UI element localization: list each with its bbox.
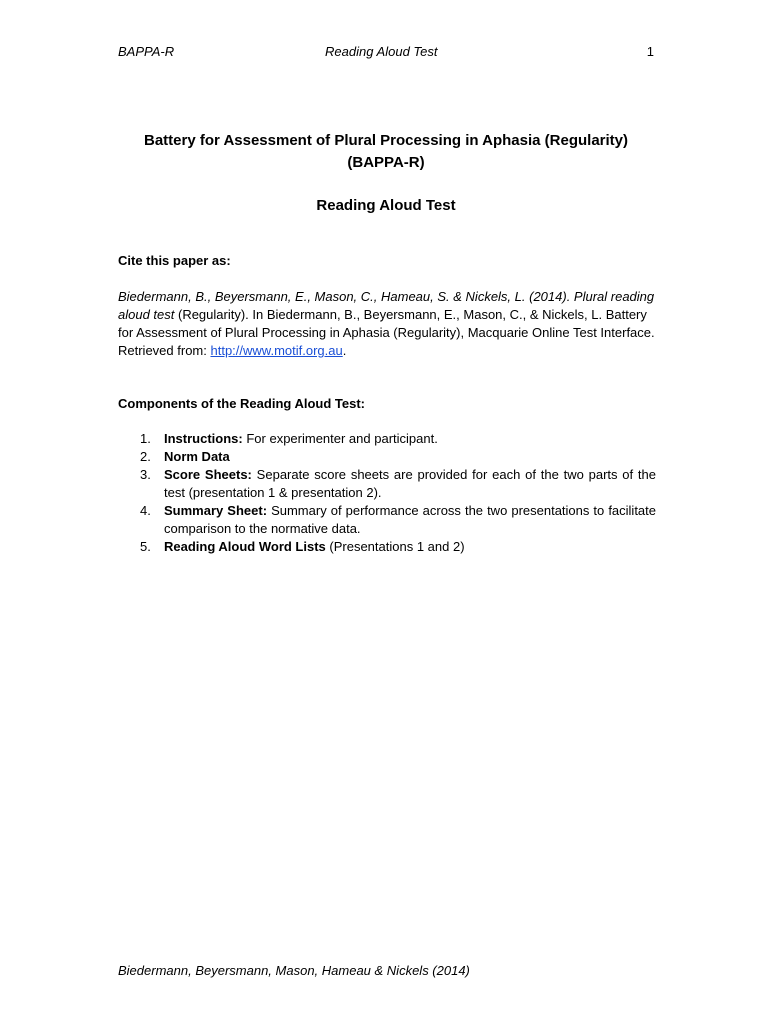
- list-item: [118, 538, 656, 556]
- list-item: [118, 466, 656, 502]
- header-short-title: BAPPA-R: [118, 44, 175, 59]
- document-title: [100, 130, 672, 174]
- list-item: [118, 448, 656, 466]
- list-item-number: 3.: [140, 467, 151, 482]
- document-title-line1: Battery for Assessment of Plural Processing in Aphasia (Regularity): [143, 132, 629, 149]
- list-item-description: (Presentations 1 and 2): [325, 539, 465, 554]
- list-item: [118, 502, 656, 538]
- page-header: [118, 44, 656, 64]
- list-item-term: Score Sheets:: [164, 467, 252, 482]
- list-item-number: 2.: [140, 449, 151, 464]
- list-item-number: 5.: [140, 539, 151, 554]
- list-item-term: Summary Sheet:: [164, 503, 268, 518]
- page-footer: Biedermann, Beyersmann, Mason, Hameau & Nickels (2014): [118, 963, 470, 978]
- list-item-description: Summary of performance across the two presentations to facilitate comparison to the normative data.: [164, 503, 657, 536]
- list-item-number: 1.: [140, 431, 151, 446]
- list-item-description: For experimenter and participant.: [242, 431, 438, 446]
- list-item-term: Instructions:: [164, 431, 243, 446]
- header-section-title: Reading Aloud Test: [325, 44, 438, 59]
- page-number: 1: [646, 44, 654, 59]
- list-item-term: Reading Aloud Word Lists: [164, 539, 326, 554]
- citation-authors: Biedermann, B., Beyersmann, E., Mason, C., Hameau, S. & Nickels, L. (2014). Plural reading aloud test: [118, 289, 655, 322]
- list-item-term: Norm Data: [164, 449, 230, 464]
- components-list: [118, 430, 656, 556]
- citation-paragraph: [118, 288, 658, 360]
- components-heading: Components of the Reading Aloud Test:: [118, 396, 365, 411]
- cite-heading: Cite this paper as:: [118, 253, 231, 268]
- list-item: [118, 430, 656, 448]
- citation-end: .: [342, 343, 347, 358]
- list-item-number: 4.: [140, 503, 151, 518]
- document-subtitle: Reading Aloud Test: [316, 197, 456, 214]
- document-title-line2: (BAPPA-R): [347, 154, 425, 171]
- citation-link[interactable]: http://www.motif.org.au: [210, 343, 343, 358]
- citation-body: (Regularity). In Biedermann, B., Beyersmann, E., Mason, C., & Nickels, L. Battery for Assessment of Plural Processing in Aphasia (Regularity), Macquarie Online Test Interface. Retrieved from:: [118, 307, 655, 358]
- list-item-description: Separate score sheets are provided for each of the two parts of the test (presentation 1 & presentation 2).: [164, 467, 657, 500]
